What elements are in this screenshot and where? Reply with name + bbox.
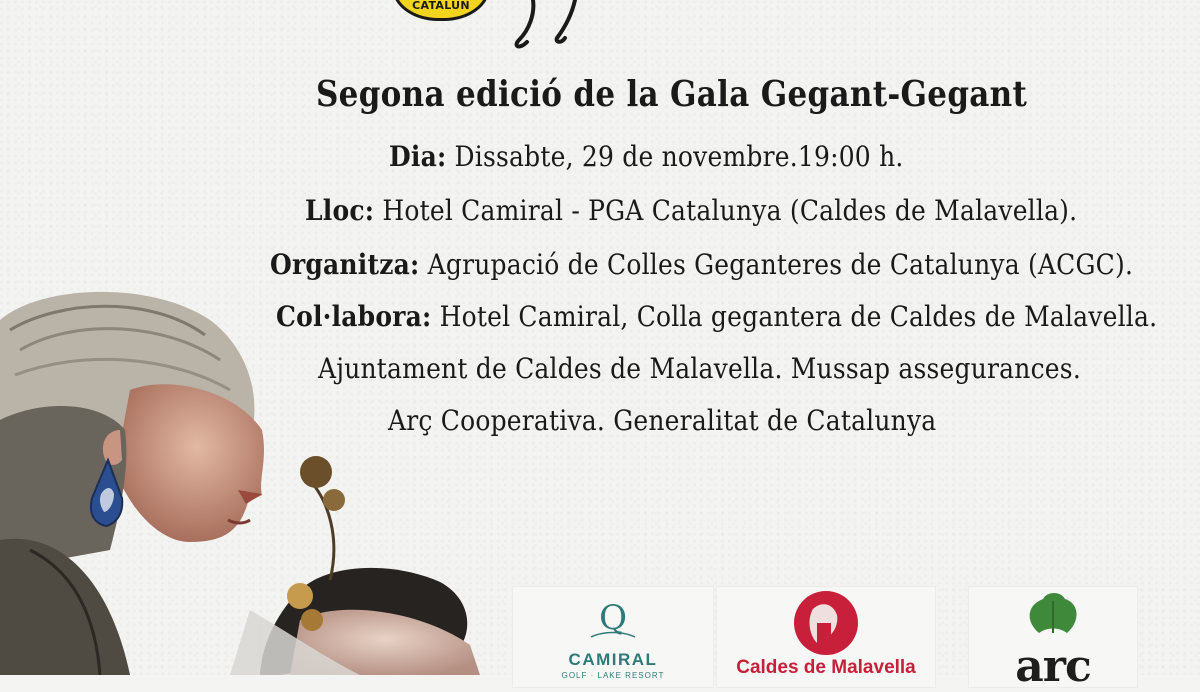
leaf-icon	[969, 587, 1137, 637]
caldes-emblem-icon	[717, 587, 935, 657]
event-title: Segona edició de la Gala Gegant-Gegant	[316, 74, 1028, 116]
detail-collaborators-line3: Arç Cooperativa. Generalitat de Catalunya	[388, 404, 937, 437]
camiral-logo-card	[512, 586, 714, 688]
camiral-logo-subtext: GOLF · LAKE RESORT	[561, 671, 665, 680]
camiral-q-icon	[513, 587, 713, 647]
detail-location	[305, 194, 1077, 226]
detail-collaborators-line2: Ajuntament de Caldes de Malavella. Mussap assegurances.	[318, 352, 1081, 385]
giants-illustration	[0, 280, 520, 675]
arc-logo-card	[968, 586, 1138, 692]
arc-logo-text: arc	[1015, 641, 1091, 692]
svg-text:Q: Q	[599, 598, 627, 638]
location-label: Lloc:	[305, 194, 375, 227]
caldes-logo-card	[716, 586, 936, 688]
caldes-logo-text: Caldes de Malavella	[736, 657, 916, 678]
date-value: Dissabte, 29 de novembre.19:00 h.	[446, 140, 904, 173]
organizer-value: Agrupació de Colles Geganteres de Catalunya (ACGC).	[419, 248, 1134, 281]
location-value: Hotel Camiral - PGA Catalunya (Caldes de Malavella).	[374, 194, 1078, 227]
date-label: Dia:	[389, 140, 447, 173]
detail-date	[389, 140, 904, 172]
organizer-label: Organitza:	[270, 248, 420, 281]
collaborators-label: Col·labora:	[276, 300, 432, 333]
detail-organizer	[270, 248, 1133, 280]
badge-text: CATALUN	[412, 0, 470, 12]
collaborators-value: Hotel Camiral, Colla gegantera de Caldes de Malavella.	[431, 300, 1158, 333]
camiral-logo-text: CAMIRAL	[568, 650, 658, 669]
